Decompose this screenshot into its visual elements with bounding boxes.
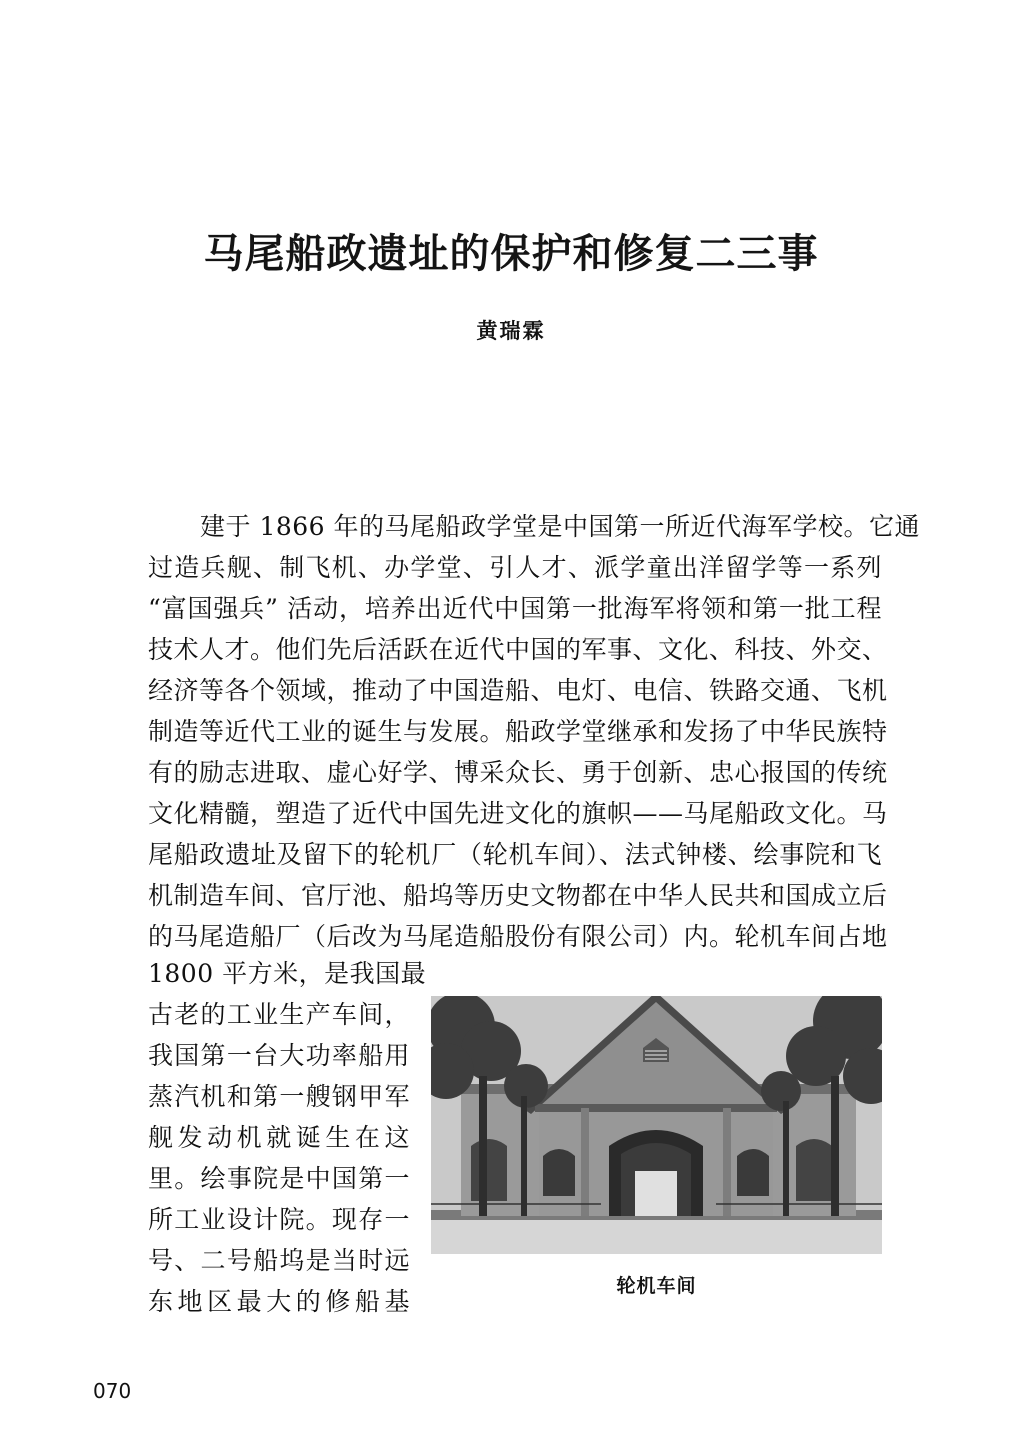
body-line: 尾船政遗址及留下的轮机厂（轮机车间）、法式钟楼、绘事院和飞 <box>148 840 882 869</box>
body-line: 制造等近代工业的诞生与发展。船政学堂继承和发扬了中华民族特 <box>148 717 888 746</box>
page-number: 070 <box>93 1379 132 1403</box>
article-author: 黄瑞霖 <box>476 318 546 343</box>
body-line: “富国强兵” 活动，培养出近代中国第一批海军将领和第一批工程 <box>148 594 882 623</box>
side-line: 里。绘事院是中国第一 <box>148 1164 410 1193</box>
photo-caption: 轮机车间 <box>616 1275 697 1297</box>
side-line: 1800 平方米，是我国最 <box>148 959 427 988</box>
body-line: 文化精髓，塑造了近代中国先进文化的旗帜——马尾船政文化。马 <box>148 799 888 828</box>
wrapped-text-column <box>148 953 427 1322</box>
side-line: 所工业设计院。现存一 <box>148 1205 410 1234</box>
article-title: 马尾船政遗址的保护和修复二三事 <box>203 230 819 277</box>
body-line: 过造兵舰、制飞机、办学堂、引人才、派学童出洋留学等一系列 <box>148 553 882 582</box>
side-line: 古老的工业生产车间， <box>148 1000 410 1029</box>
body-line: 建于 1866 年的马尾船政学堂是中国第一所近代海军学校。它通 <box>200 512 921 541</box>
side-line: 蒸汽机和第一艘钢甲军 <box>148 1082 410 1111</box>
body-paragraph <box>148 506 921 957</box>
body-line: 经济等各个领域，推动了中国造船、电灯、电信、铁路交通、飞机 <box>148 676 888 705</box>
side-line: 舰发动机就诞生在这 <box>148 1123 410 1152</box>
body-line: 机制造车间、官厅池、船坞等历史文物都在中华人民共和国成立后 <box>148 881 888 910</box>
side-line: 我国第一台大功率船用 <box>148 1041 410 1070</box>
body-line: 有的励志进取、虚心好学、博采众长、勇于创新、忠心报国的传统 <box>148 758 888 787</box>
body-line: 技术人才。他们先后活跃在近代中国的军事、文化、科技、外交、 <box>148 635 888 664</box>
side-line: 东地区最大的修船基 <box>148 1287 410 1316</box>
side-line: 号、二号船坞是当时远 <box>148 1246 410 1275</box>
workshop-photo <box>431 996 882 1254</box>
body-line: 的马尾造船厂（后改为马尾造船股份有限公司）内。轮机车间占地 <box>148 922 888 951</box>
